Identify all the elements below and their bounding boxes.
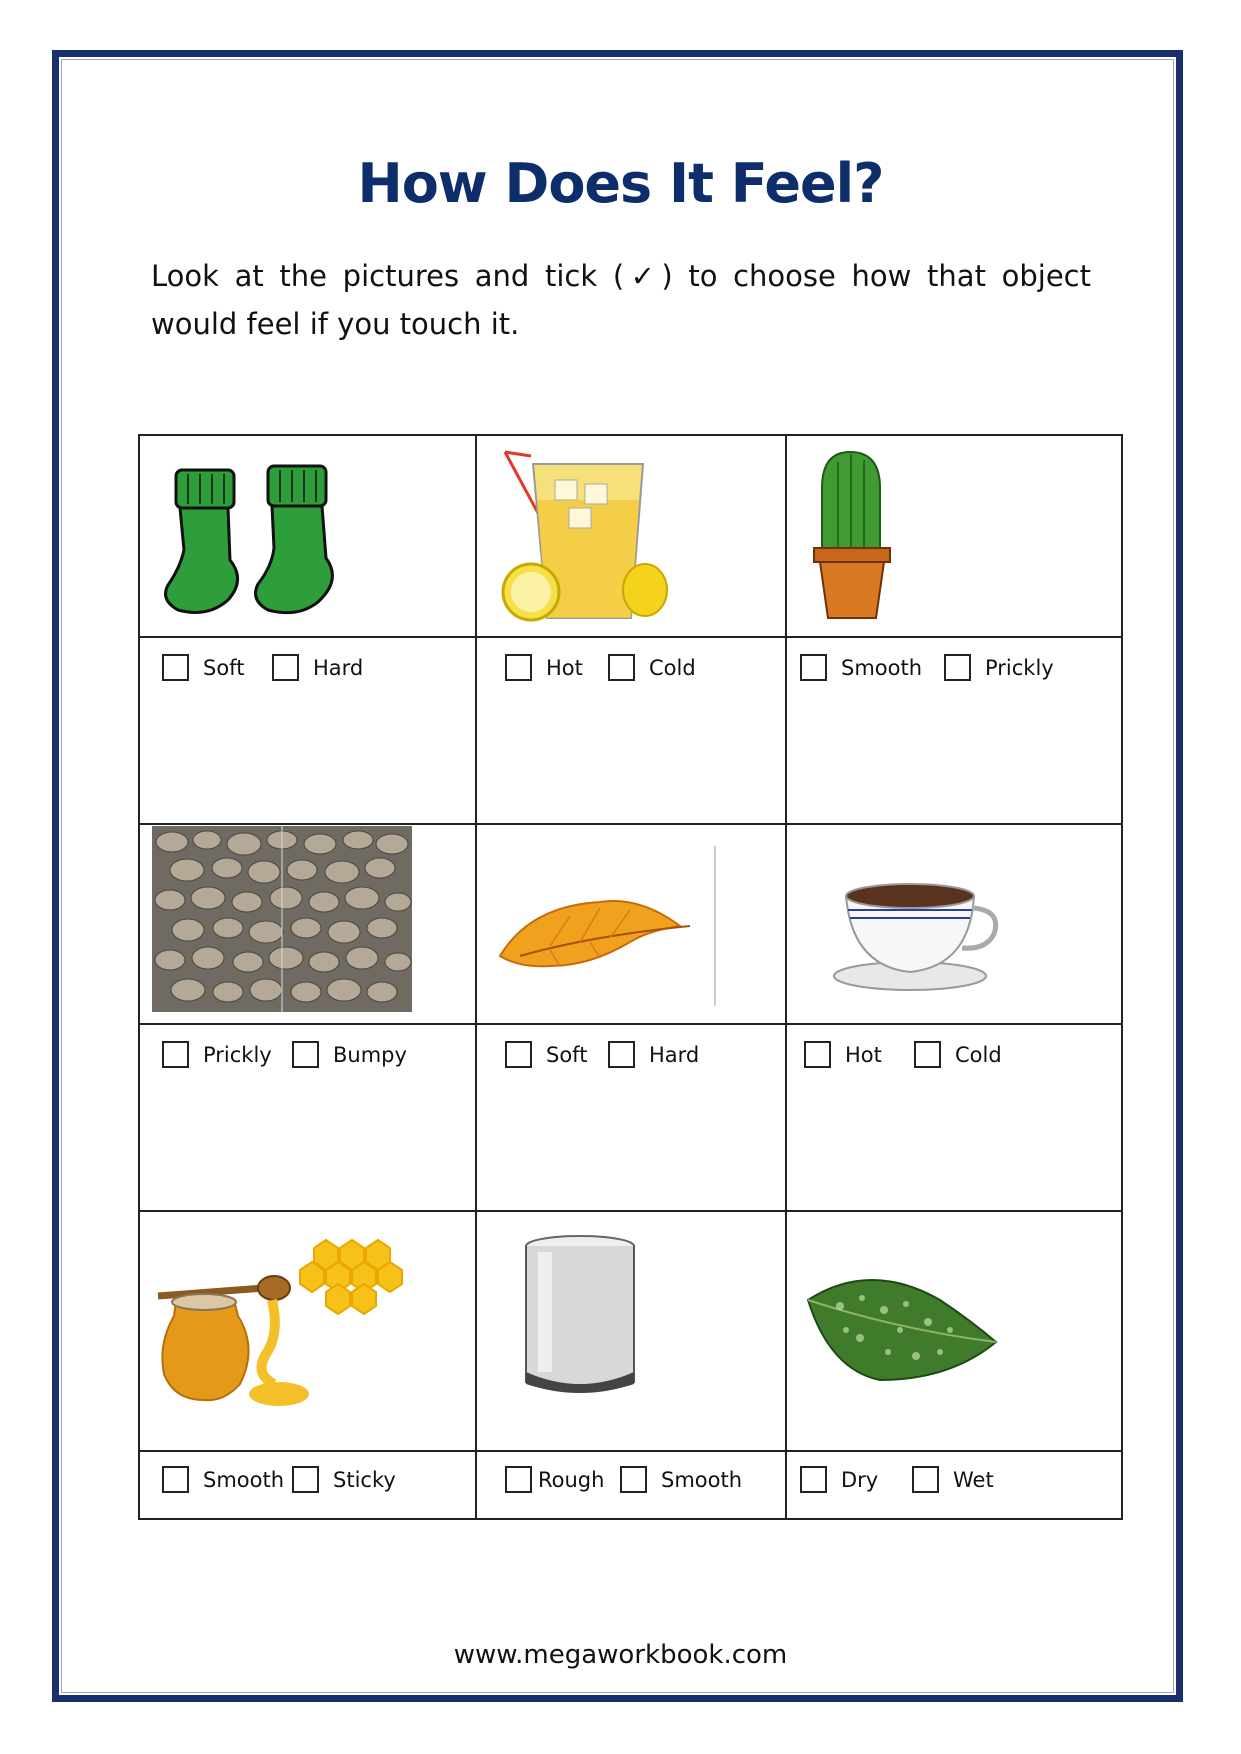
option-dry[interactable] [800, 1466, 878, 1493]
grid-line [475, 436, 477, 1518]
checkbox[interactable] [944, 654, 971, 681]
option-soft[interactable] [162, 654, 244, 681]
option-label: Cold [955, 1042, 1002, 1067]
feather-icon [490, 846, 720, 1006]
checkbox[interactable] [272, 654, 299, 681]
checkbox[interactable] [800, 654, 827, 681]
option-label: Smooth [841, 655, 923, 680]
option-label: Cold [649, 655, 696, 680]
option-label: Sticky [333, 1467, 396, 1492]
option-hard[interactable] [608, 1041, 699, 1068]
grid-line [785, 436, 787, 1518]
option-label: Hot [546, 655, 583, 680]
option-cold[interactable] [608, 654, 696, 681]
checkbox[interactable] [608, 1041, 635, 1068]
checkbox[interactable] [608, 654, 635, 681]
honey-icon [154, 1224, 424, 1420]
checkbox[interactable] [620, 1466, 647, 1493]
checkbox[interactable] [800, 1466, 827, 1493]
option-label: Prickly [985, 655, 1054, 680]
checkbox[interactable] [505, 1041, 532, 1068]
checkbox[interactable] [914, 1041, 941, 1068]
grid-line [140, 1210, 1121, 1212]
checkbox[interactable] [292, 1041, 319, 1068]
option-bumpy[interactable] [292, 1041, 407, 1068]
worksheet-grid [138, 434, 1123, 1520]
glass-icon [520, 1232, 640, 1402]
option-label: Dry [841, 1467, 879, 1492]
option-label: Smooth [203, 1467, 285, 1492]
page-title: How Does It Feel? [357, 152, 884, 215]
socks-icon [158, 450, 348, 620]
option-hard[interactable] [272, 654, 363, 681]
option-label: Prickly [203, 1042, 272, 1067]
option-label: Smooth [661, 1467, 743, 1492]
option-sticky[interactable] [292, 1466, 396, 1493]
option-rough[interactable] [505, 1466, 604, 1493]
option-label: Hard [313, 655, 364, 680]
cactus-icon [810, 448, 900, 628]
option-hot[interactable] [505, 654, 583, 681]
checkbox[interactable] [912, 1466, 939, 1493]
option-label: Hard [649, 1042, 700, 1067]
option-label: Soft [546, 1042, 588, 1067]
option-label: Soft [203, 655, 245, 680]
leaf-icon [800, 1260, 1000, 1390]
grid-line [140, 1023, 1121, 1025]
option-label: Wet [953, 1467, 994, 1492]
option-smooth[interactable] [800, 654, 922, 681]
option-label: Rough [538, 1467, 605, 1492]
coffee-cup-icon [830, 866, 1010, 996]
instructions: Look at the pictures and tick (✓) to choose how that object would feel if you touch it. [151, 259, 1091, 341]
stones-icon [152, 826, 412, 1012]
grid-line [140, 1450, 1121, 1452]
option-prickly[interactable] [944, 654, 1054, 681]
option-smooth[interactable] [162, 1466, 284, 1493]
checkbox[interactable] [162, 1041, 189, 1068]
checkbox[interactable] [505, 1466, 532, 1493]
option-wet[interactable] [912, 1466, 994, 1493]
checkbox[interactable] [505, 654, 532, 681]
option-smooth[interactable] [620, 1466, 742, 1493]
option-hot[interactable] [804, 1041, 882, 1068]
grid-line [140, 636, 1121, 638]
checkbox[interactable] [804, 1041, 831, 1068]
checkbox[interactable] [162, 1466, 189, 1493]
checkbox[interactable] [292, 1466, 319, 1493]
option-label: Hot [845, 1042, 882, 1067]
option-cold[interactable] [914, 1041, 1002, 1068]
checkbox[interactable] [162, 654, 189, 681]
grid-line [140, 823, 1121, 825]
option-prickly[interactable] [162, 1041, 272, 1068]
lemonade-icon [495, 450, 675, 625]
option-label: Bumpy [333, 1042, 407, 1067]
footer-url: www.megaworkbook.com [453, 1640, 788, 1670]
option-soft[interactable] [505, 1041, 587, 1068]
